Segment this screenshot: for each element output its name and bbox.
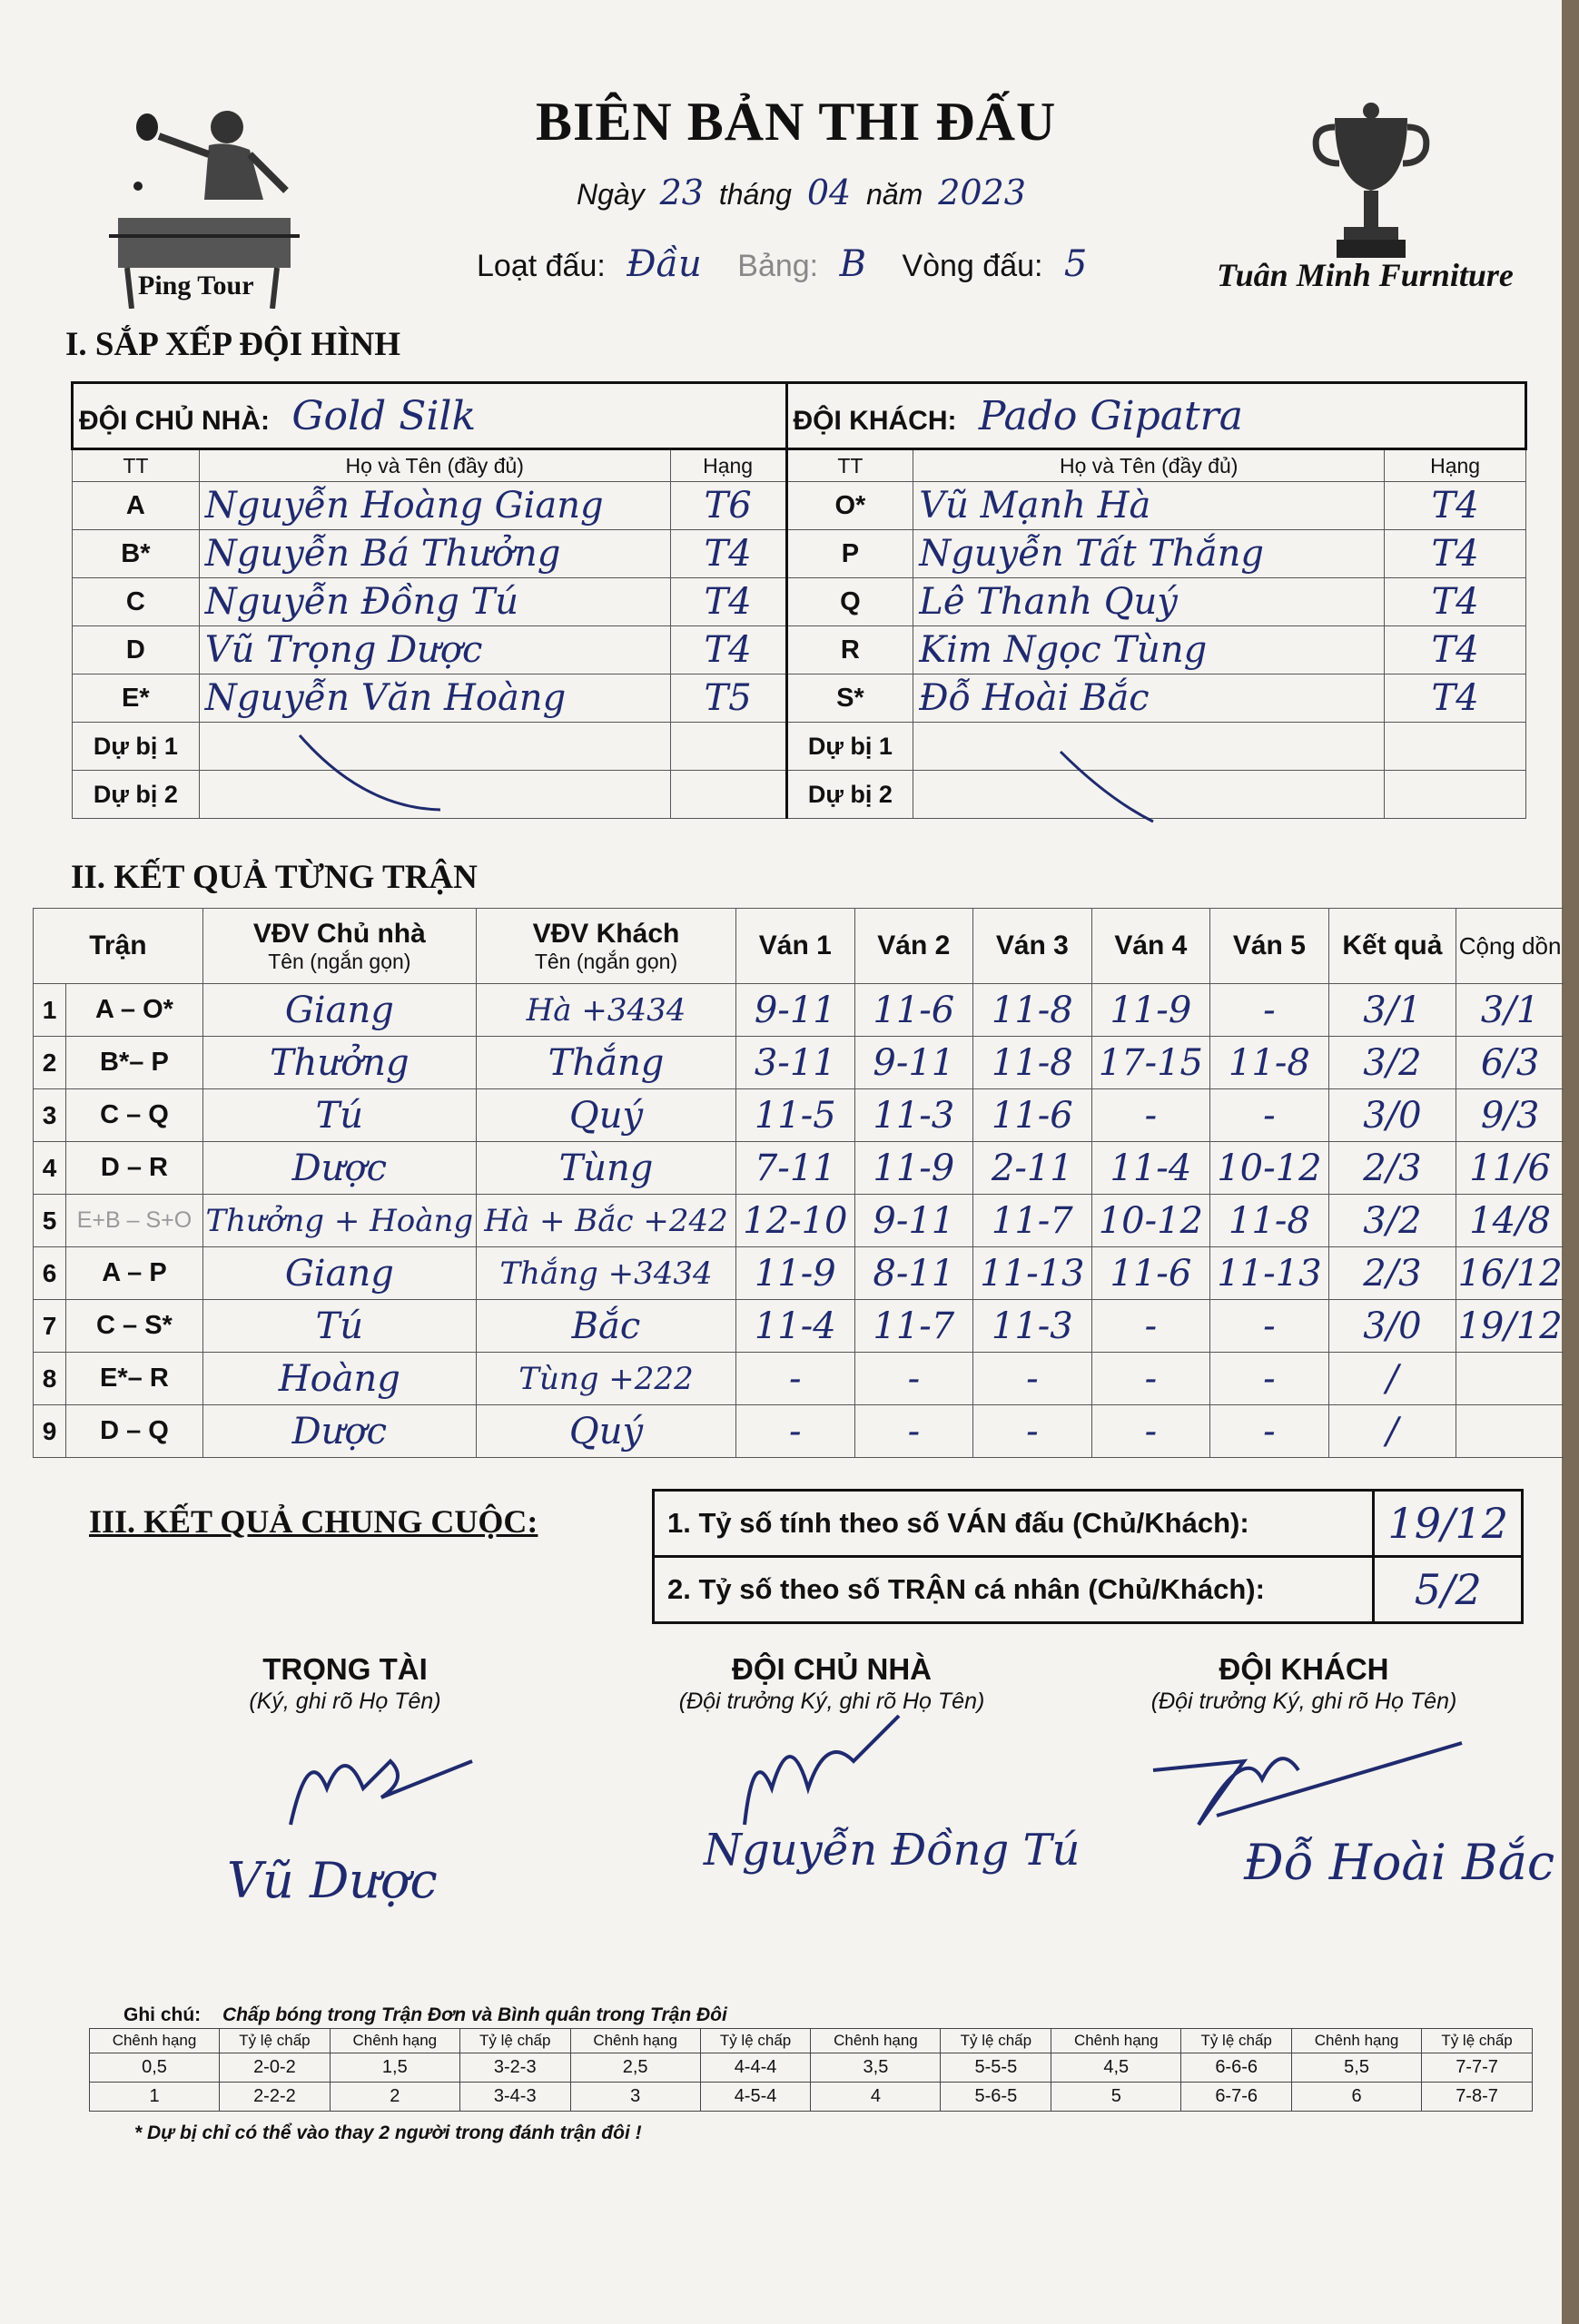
away-player-tt: Q: [786, 578, 913, 626]
away-player-tt: R: [786, 626, 913, 675]
col-game-4: Ván 4: [1091, 909, 1210, 984]
handicap-diff-header: Chênh hạng: [90, 2029, 220, 2053]
game-1-score: -: [736, 1405, 855, 1458]
game-1-score: 12-10: [736, 1195, 855, 1247]
game-1-score: 3-11: [736, 1037, 855, 1089]
col-result: Kết quả: [1328, 909, 1456, 984]
col-away-player: [476, 909, 735, 984]
game-2-score: -: [854, 1405, 973, 1458]
match-pairing: D – Q: [66, 1405, 203, 1458]
col-rank-home: Hạng: [670, 449, 786, 482]
away-player-tt: P: [786, 530, 913, 578]
away-player-tt: O*: [786, 482, 913, 530]
game-5-score: 10-12: [1210, 1142, 1329, 1195]
match-away-player: Thắng: [476, 1037, 735, 1089]
handicap-ratio-header: Tỷ lệ chấp: [700, 2029, 811, 2053]
col-home-title: VĐV Chủ nhà: [252, 918, 426, 949]
referee-signature: [272, 1725, 490, 1852]
game-2-score: -: [854, 1353, 973, 1405]
final-section-title: III. KẾT QUẢ CHUNG CUỘC:: [89, 1503, 538, 1540]
game-4-score: 11-4: [1091, 1142, 1210, 1195]
game-4-score: 11-6: [1091, 1247, 1210, 1300]
loat-value: Đầu: [627, 243, 702, 285]
home-player-tt: A: [73, 482, 200, 530]
handicap-ratio-header: Tỷ lệ chấp: [459, 2029, 570, 2053]
match-away-player: Quý: [476, 1405, 735, 1458]
lineup-section-title: I. SẮP XẾP ĐỘI HÌNH: [65, 326, 401, 363]
col-tt-home: TT: [73, 449, 200, 482]
handicap-diff-value: 5: [1051, 2083, 1181, 2112]
match-pairing: C – S*: [66, 1300, 203, 1353]
handicap-row: [90, 2053, 1533, 2083]
match-home-player: Dược: [202, 1142, 476, 1195]
match-away-player: Tùng: [476, 1142, 735, 1195]
lineup-row: [73, 675, 1526, 723]
match-home-player: Thưởng: [202, 1037, 476, 1089]
match-home-player: Giang: [202, 984, 476, 1037]
col-game-1: Ván 1: [736, 909, 855, 984]
game-2-score: 9-11: [854, 1195, 973, 1247]
handicap-ratio-value: 4-4-4: [700, 2053, 811, 2083]
game-3-score: 11-3: [973, 1300, 1092, 1353]
col-game-5: Ván 5: [1210, 909, 1329, 984]
handicap-diff-value: 2,5: [570, 2053, 700, 2083]
away-player-name: Vũ Mạnh Hà: [913, 482, 1385, 530]
col-home-player: [202, 909, 476, 984]
lineup-table: [71, 381, 1527, 819]
handicap-diff-header: Chênh hạng: [1051, 2029, 1181, 2053]
away-captain-subtitle: (Đội trưởng Ký, ghi rõ Họ Tên): [1150, 1689, 1457, 1714]
match-away-player: Bắc: [476, 1300, 735, 1353]
home-player-rank: T4: [670, 530, 786, 578]
footnote: * Dự bị chỉ có thể vào thay 2 người trong đánh trận đôi !: [134, 2122, 642, 2143]
final-matches-value: 5/2: [1374, 1557, 1523, 1623]
vong-value: 5: [1063, 243, 1088, 285]
notes-title: Chấp bóng trong Trận Đơn và Bình quân trong Trận Đôi: [222, 2004, 727, 2025]
col-away-title: VĐV Khách: [532, 918, 680, 949]
match-row: [34, 1405, 1564, 1458]
final-games-label: 1. Tỷ số tính theo số VÁN đấu (Chủ/Khách):: [654, 1491, 1374, 1557]
match-row: [34, 1195, 1564, 1247]
game-5-score: 11-8: [1210, 1195, 1329, 1247]
away-player-rank: T4: [1385, 482, 1526, 530]
home-player-rank: T4: [670, 578, 786, 626]
cumulative-score: 16/12: [1456, 1247, 1564, 1300]
home-reserve-1-rank: [670, 723, 786, 771]
date-day-label: Ngày: [577, 178, 645, 211]
bang-value: B: [839, 243, 866, 285]
match-row: [34, 1037, 1564, 1089]
cumulative-score: 9/3: [1456, 1089, 1564, 1142]
col-name-home: Họ và Tên (đầy đủ): [199, 449, 670, 482]
match-result: 3/0: [1328, 1089, 1456, 1142]
away-captain-signature: [1144, 1725, 1471, 1834]
handicap-ratio-value: 5-6-5: [941, 2083, 1051, 2112]
handicap-diff-value: 1,5: [330, 2053, 459, 2083]
handicap-diff-value: 6: [1292, 2083, 1422, 2112]
game-4-score: 10-12: [1091, 1195, 1210, 1247]
final-score-table: [652, 1489, 1524, 1624]
home-reserve-1-label: Dự bị 1: [73, 723, 200, 771]
match-number: 9: [34, 1405, 66, 1458]
handicap-ratio-value: 3-4-3: [459, 2083, 570, 2112]
game-2-score: 9-11: [854, 1037, 973, 1089]
game-1-score: -: [736, 1353, 855, 1405]
match-home-player: Tú: [202, 1300, 476, 1353]
match-pairing: D – R: [66, 1142, 203, 1195]
match-row: [34, 984, 1564, 1037]
bang-label: Bảng:: [737, 249, 819, 283]
match-pairing: A – P: [66, 1247, 203, 1300]
cumulative-score: 11/6: [1456, 1142, 1564, 1195]
home-player-tt: B*: [73, 530, 200, 578]
away-team-cell: [786, 383, 1525, 449]
handicap-diff-header: Chênh hạng: [1292, 2029, 1422, 2053]
game-2-score: 11-7: [854, 1300, 973, 1353]
match-home-player: Thưởng + Hoàng: [202, 1195, 476, 1247]
away-reserve-1-rank: [1385, 723, 1526, 771]
home-captain-signature: [717, 1707, 917, 1843]
game-1-score: 9-11: [736, 984, 855, 1037]
away-player-name: Lê Thanh Quý: [913, 578, 1385, 626]
cumulative-score: 19/12: [1456, 1300, 1564, 1353]
home-player-name: Nguyễn Bá Thưởng: [199, 530, 670, 578]
game-2-score: 11-9: [854, 1142, 973, 1195]
match-result: 3/0: [1328, 1300, 1456, 1353]
match-home-player: Hoàng: [202, 1353, 476, 1405]
notes-header: [123, 2004, 727, 2026]
game-3-score: 11-7: [973, 1195, 1092, 1247]
home-player-name: Vũ Trọng Dược: [199, 626, 670, 675]
handicap-ratio-header: Tỷ lệ chấp: [1181, 2029, 1292, 2053]
game-4-score: 17-15: [1091, 1037, 1210, 1089]
away-team-name: Pado Gipatra: [978, 392, 1243, 439]
results-table: [33, 908, 1564, 1458]
date-month-label: tháng: [718, 178, 792, 211]
handicap-ratio-header: Tỷ lệ chấp: [1422, 2029, 1533, 2053]
col-home-sub: Tên (ngắn gọn): [268, 949, 411, 973]
referee-title: TRỌNG TÀI: [262, 1652, 428, 1686]
cumulative-score: [1456, 1405, 1564, 1458]
game-3-score: 11-8: [973, 984, 1092, 1037]
cumulative-score: [1456, 1353, 1564, 1405]
away-player-rank: T4: [1385, 675, 1526, 723]
game-2-score: 8-11: [854, 1247, 973, 1300]
away-reserve-1-label: Dự bị 1: [786, 723, 913, 771]
handicap-diff-value: 0,5: [90, 2053, 220, 2083]
game-5-score: -: [1210, 1300, 1329, 1353]
handicap-ratio-value: 2-2-2: [220, 2083, 331, 2112]
away-player-name: Đỗ Hoài Bắc: [913, 675, 1385, 723]
referee-subtitle: (Ký, ghi rõ Họ Tên): [249, 1689, 441, 1714]
game-3-score: -: [973, 1405, 1092, 1458]
home-player-name: Nguyễn Văn Hoàng: [199, 675, 670, 723]
match-result: 3/2: [1328, 1195, 1456, 1247]
handicap-diff-value: 5,5: [1292, 2053, 1422, 2083]
game-1-score: 7-11: [736, 1142, 855, 1195]
col-match: Trận: [34, 909, 203, 984]
match-number: 8: [34, 1353, 66, 1405]
home-player-rank: T5: [670, 675, 786, 723]
away-captain-title: ĐỘI KHÁCH: [1219, 1652, 1389, 1686]
handicap-diff-value: 2: [330, 2083, 459, 2112]
match-pairing: A – O*: [66, 984, 203, 1037]
game-4-score: -: [1091, 1089, 1210, 1142]
away-player-tt: S*: [786, 675, 913, 723]
handicap-diff-header: Chênh hạng: [330, 2029, 459, 2053]
round-info: [477, 243, 1114, 285]
match-home-player: Tú: [202, 1089, 476, 1142]
match-number: 1: [34, 984, 66, 1037]
away-player-name: Kim Ngọc Tùng: [913, 626, 1385, 675]
trophy-icon: [1308, 100, 1435, 263]
lineup-row: [73, 626, 1526, 675]
game-3-score: 11-8: [973, 1037, 1092, 1089]
handicap-diff-value: 4,5: [1051, 2053, 1181, 2083]
col-game-2: Ván 2: [854, 909, 973, 984]
date-month: 04: [806, 172, 852, 212]
match-row: [34, 1300, 1564, 1353]
match-number: 6: [34, 1247, 66, 1300]
game-5-score: -: [1210, 1353, 1329, 1405]
match-result: /: [1328, 1353, 1456, 1405]
match-number: 5: [34, 1195, 66, 1247]
match-away-player: Tùng +222: [476, 1353, 735, 1405]
match-pairing: C – Q: [66, 1089, 203, 1142]
match-away-player: Thắng +3434: [476, 1247, 735, 1300]
game-4-score: -: [1091, 1353, 1210, 1405]
game-3-score: -: [973, 1353, 1092, 1405]
home-player-rank: T4: [670, 626, 786, 675]
home-reserve-2-rank: [670, 771, 786, 819]
away-player-name: Nguyễn Tất Thắng: [913, 530, 1385, 578]
home-captain-title: ĐỘI CHỦ NHÀ: [732, 1652, 932, 1686]
home-player-rank: T6: [670, 482, 786, 530]
home-team-cell: [73, 383, 787, 449]
match-pairing: E*– R: [66, 1353, 203, 1405]
match-row: [34, 1353, 1564, 1405]
handicap-ratio-value: 7-8-7: [1422, 2083, 1533, 2112]
referee-name: Vũ Dược: [227, 1852, 438, 1909]
match-result: 2/3: [1328, 1142, 1456, 1195]
match-pairing: B*– P: [66, 1037, 203, 1089]
notes-label: Ghi chú:: [123, 2004, 202, 2025]
date-year-label: năm: [866, 178, 923, 211]
away-reserve-2-rank: [1385, 771, 1526, 819]
home-player-name: Nguyễn Hoàng Giang: [199, 482, 670, 530]
handicap-diff-value: 1: [90, 2083, 220, 2112]
match-home-player: Dược: [202, 1405, 476, 1458]
match-pairing: E+B – S+O: [66, 1195, 203, 1247]
handicap-ratio-value: 7-7-7: [1422, 2053, 1533, 2083]
game-1-score: 11-9: [736, 1247, 855, 1300]
match-result: 3/2: [1328, 1037, 1456, 1089]
game-2-score: 11-3: [854, 1089, 973, 1142]
match-result: 2/3: [1328, 1247, 1456, 1300]
lineup-row: [73, 530, 1526, 578]
game-5-score: -: [1210, 1089, 1329, 1142]
cumulative-score: 6/3: [1456, 1037, 1564, 1089]
home-captain-subtitle: (Đội trưởng Ký, ghi rõ Họ Tên): [678, 1689, 985, 1714]
date-line: [577, 172, 1033, 212]
col-away-sub: Tên (ngắn gọn): [534, 949, 678, 973]
handicap-diff-value: 3: [570, 2083, 700, 2112]
home-reserve-2-label: Dự bị 2: [73, 771, 200, 819]
col-rank-away: Hạng: [1385, 449, 1526, 482]
handicap-diff-value: 3,5: [811, 2053, 941, 2083]
final-matches-label: 2. Tỷ số theo số TRẬN cá nhân (Chủ/Khách):: [654, 1557, 1374, 1623]
loat-label: Loạt đấu:: [477, 249, 606, 283]
cumulative-score: 14/8: [1456, 1195, 1564, 1247]
date-day: 23: [659, 172, 704, 212]
game-3-score: 11-6: [973, 1089, 1092, 1142]
game-5-score: -: [1210, 984, 1329, 1037]
handicap-ratio-value: 6-7-6: [1181, 2083, 1292, 2112]
ping-tour-logo-text: Ping Tour: [138, 271, 254, 300]
away-player-rank: T4: [1385, 626, 1526, 675]
home-player-name: Nguyễn Đồng Tú: [199, 578, 670, 626]
game-5-score: -: [1210, 1405, 1329, 1458]
col-name-away: Họ và Tên (đầy đủ): [913, 449, 1385, 482]
match-result: 3/1: [1328, 984, 1456, 1037]
reserve-strike-home: [291, 726, 445, 817]
cumulative-score: 3/1: [1456, 984, 1564, 1037]
handicap-row: [90, 2083, 1533, 2112]
game-1-score: 11-5: [736, 1089, 855, 1142]
game-4-score: -: [1091, 1300, 1210, 1353]
away-player-rank: T4: [1385, 530, 1526, 578]
match-away-player: Hà + Bắc +242: [476, 1195, 735, 1247]
handicap-diff-header: Chênh hạng: [811, 2029, 941, 2053]
handicap-ratio-value: 3-2-3: [459, 2053, 570, 2083]
col-tt-away: TT: [786, 449, 913, 482]
game-5-score: 11-13: [1210, 1247, 1329, 1300]
handicap-table: [89, 2028, 1533, 2112]
match-row: [34, 1089, 1564, 1142]
match-home-player: Giang: [202, 1247, 476, 1300]
away-reserve-2-label: Dự bị 2: [786, 771, 913, 819]
handicap-ratio-header: Tỷ lệ chấp: [220, 2029, 331, 2053]
game-3-score: 11-13: [973, 1247, 1092, 1300]
col-cumulative: Cộng dồn: [1456, 909, 1564, 984]
col-game-3: Ván 3: [973, 909, 1092, 984]
results-section-title: II. KẾT QUẢ TỪNG TRẬN: [71, 859, 478, 896]
home-player-tt: D: [73, 626, 200, 675]
handicap-ratio-header: Tỷ lệ chấp: [941, 2029, 1051, 2053]
match-number: 4: [34, 1142, 66, 1195]
away-player-rank: T4: [1385, 578, 1526, 626]
handicap-diff-value: 4: [811, 2083, 941, 2112]
game-1-score: 11-4: [736, 1300, 855, 1353]
lineup-row: [73, 482, 1526, 530]
away-captain-name: Đỗ Hoài Bắc: [1244, 1834, 1555, 1891]
match-row: [34, 1247, 1564, 1300]
home-team-name: Gold Silk: [291, 392, 477, 439]
match-away-player: Hà +3434: [476, 984, 735, 1037]
handicap-ratio-value: 5-5-5: [941, 2053, 1051, 2083]
match-row: [34, 1142, 1564, 1195]
page-title: BIÊN BẢN THI ĐẤU: [536, 92, 1057, 152]
match-number: 3: [34, 1089, 66, 1142]
game-4-score: -: [1091, 1405, 1210, 1458]
reserve-strike-away: [1053, 744, 1162, 826]
match-result: /: [1328, 1405, 1456, 1458]
handicap-ratio-value: 6-6-6: [1181, 2053, 1292, 2083]
game-5-score: 11-8: [1210, 1037, 1329, 1089]
home-team-label: ĐỘI CHỦ NHÀ:: [79, 405, 270, 436]
home-captain-name: Nguyễn Đồng Tú: [704, 1825, 1081, 1876]
handicap-ratio-value: 4-5-4: [700, 2083, 811, 2112]
lineup-row: [73, 578, 1526, 626]
match-away-player: Quý: [476, 1089, 735, 1142]
game-3-score: 2-11: [973, 1142, 1092, 1195]
match-number: 2: [34, 1037, 66, 1089]
handicap-ratio-value: 2-0-2: [220, 2053, 331, 2083]
handicap-header-row: [90, 2029, 1533, 2053]
home-player-tt: C: [73, 578, 200, 626]
date-year: 2023: [938, 172, 1026, 212]
home-player-tt: E*: [73, 675, 200, 723]
game-2-score: 11-6: [854, 984, 973, 1037]
away-team-label: ĐỘI KHÁCH:: [793, 405, 957, 436]
match-number: 7: [34, 1300, 66, 1353]
final-games-value: 19/12: [1374, 1491, 1523, 1557]
tuan-minh-logo-text: Tuân Minh Furniture: [1217, 257, 1514, 293]
vong-label: Vòng đấu:: [902, 249, 1043, 283]
handicap-diff-header: Chênh hạng: [570, 2029, 700, 2053]
game-4-score: 11-9: [1091, 984, 1210, 1037]
